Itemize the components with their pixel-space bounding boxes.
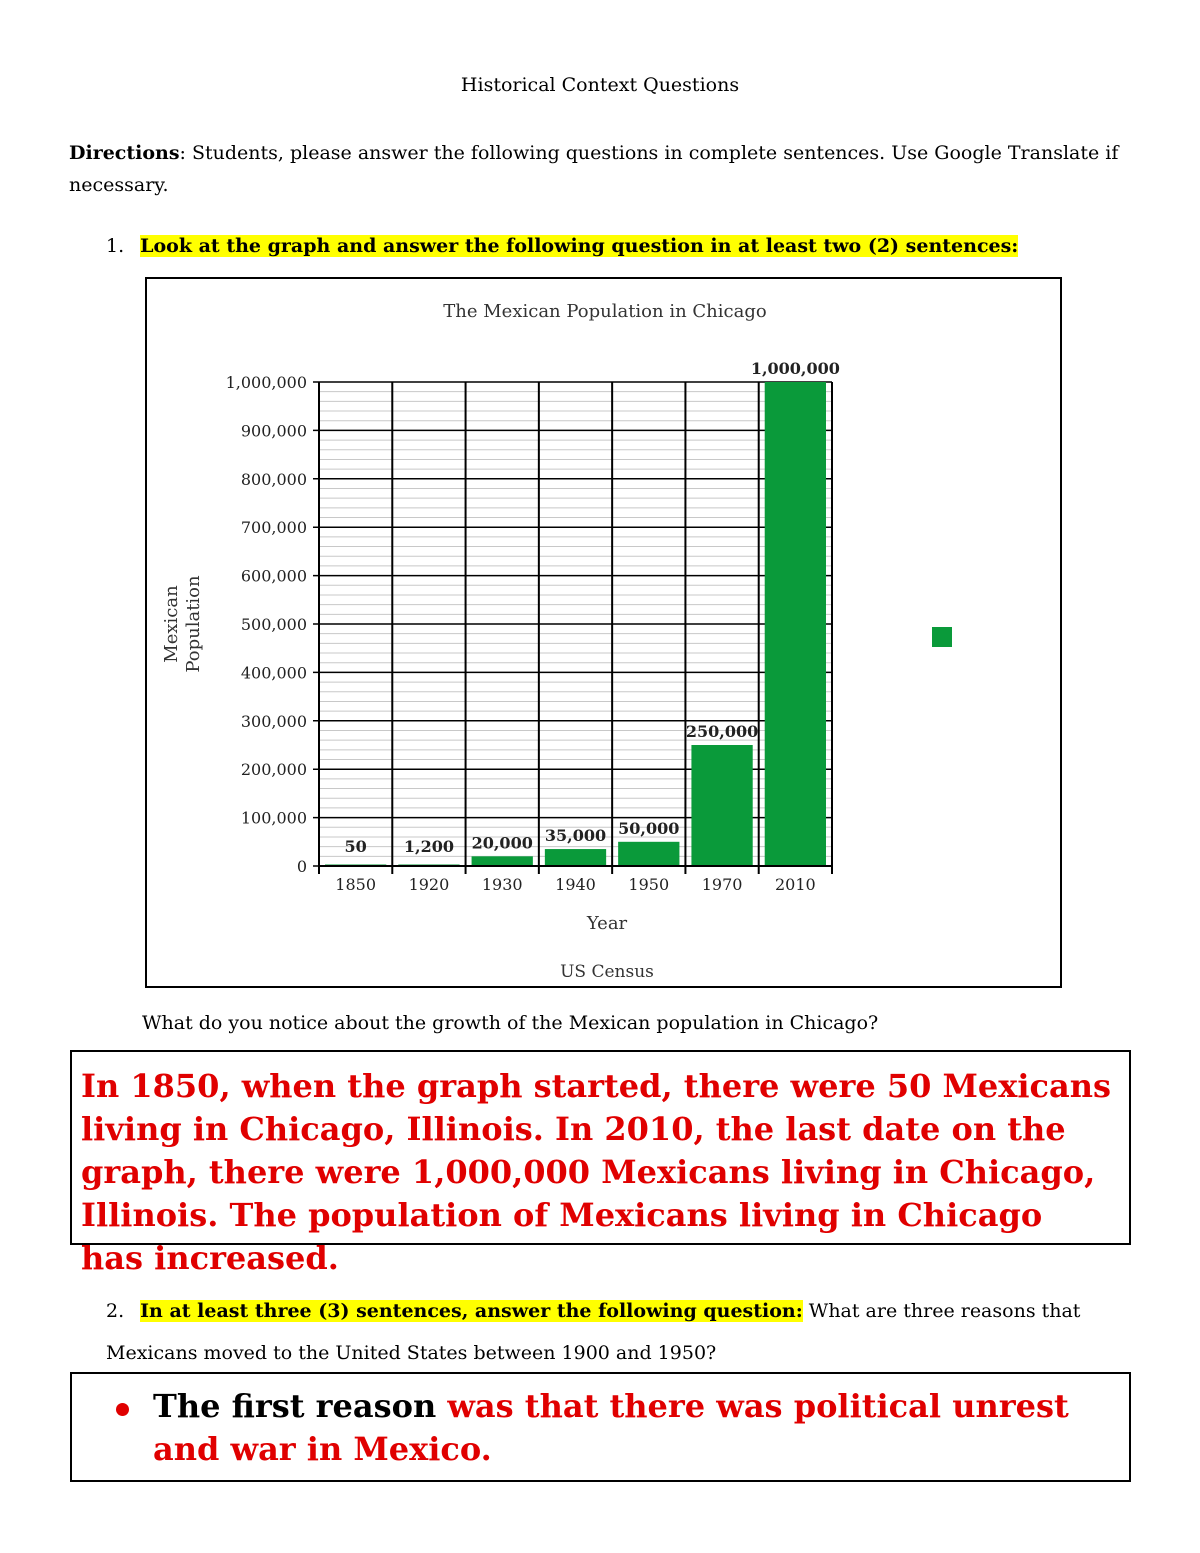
chart-title: The Mexican Population in Chicago [443,301,767,322]
x-tick-label: 1970 [701,875,743,894]
chart-source: US Census [560,962,654,982]
x-tick-label: 1930 [481,875,523,894]
data-label: 1,200 [403,837,454,856]
directions [69,137,1129,201]
question-2-text: What are three reasons that Mexicans moved to the United States between 1900 and 1950? [106,1300,1081,1364]
y-tick-label: 0 [296,857,307,876]
answer-2-rest: was that there was political unrest and war in Mexico. [153,1387,1069,1468]
data-label: 35,000 [544,826,607,846]
page-title: Historical Context Questions [460,74,740,96]
bar-2010 [765,382,826,866]
population-chart [145,277,1062,988]
y-tick-label: 600,000 [240,566,307,586]
answer-2-bullet [116,1385,1106,1471]
question-1-prompt-line [106,235,1018,257]
answer-box-2[interactable] [70,1372,1131,1482]
question-2-prompt: In at least three (3) sentences, answer the following question: [140,1300,803,1322]
answer-2-lead: The first reason [153,1387,437,1425]
question-2-line [106,1290,1116,1374]
data-label: 1,000,000 [750,359,840,378]
y-tick-label: 100,000 [240,808,307,828]
answer-box-1[interactable] [70,1050,1131,1277]
y-tick-label: 200,000 [240,760,307,780]
x-tick-label: 2010 [774,875,816,894]
bar-1940 [545,849,606,866]
data-label: 20,000 [471,833,533,853]
bar-1950 [618,842,679,866]
chart-y-axis-label-line-2: Population [183,575,204,673]
question-1-number: 1. [106,235,125,257]
bar-1930 [472,856,533,866]
directions-text: : Students, please answer the following questions in complete sentences. Use Google Translate if necessary. [69,142,1119,196]
directions-label: Directions [69,142,180,164]
y-tick-label: 700,000 [240,518,307,538]
bullet-icon [116,1403,129,1416]
legend-marker [932,627,952,647]
y-tick-label: 500,000 [240,615,307,634]
chart-y-axis-label [161,575,204,673]
question-1-text: What do you notice about the growth of the Mexican population in Chicago? [142,1012,879,1034]
chart-x-axis-label: Year [586,913,628,934]
x-tick-label: 1850 [335,875,377,894]
data-label: 50,000 [618,818,680,838]
question-2-number: 2. [106,1300,125,1322]
x-tick-label: 1950 [628,875,670,894]
bar-1970 [691,745,752,866]
chart-y-axis-label-line-1: Mexican [161,585,182,663]
y-tick-label: 400,000 [240,663,307,683]
y-tick-label: 1,000,000 [225,373,307,392]
y-tick-label: 300,000 [240,711,307,731]
x-tick-label: 1940 [555,875,596,894]
y-tick-label: 800,000 [240,469,307,489]
y-tick-label: 900,000 [240,421,307,441]
data-label: 50 [344,837,367,856]
data-label: 250,000 [685,722,759,741]
question-1-prompt: Look at the graph and answer the following question in at least two (2) sentences: [140,235,1019,257]
answer-1-text: In 1850, when the graph started, there were 50 Mexicans living in Chicago, Illinois. In 2010, the last date on the graph, there were 1,000,000 Mexicans living in Chicago, Illinois. The population of Mexicans living in Chicago has increased. [81,1067,1111,1277]
x-tick-label: 1920 [408,875,450,894]
chart-svg [147,279,1060,986]
